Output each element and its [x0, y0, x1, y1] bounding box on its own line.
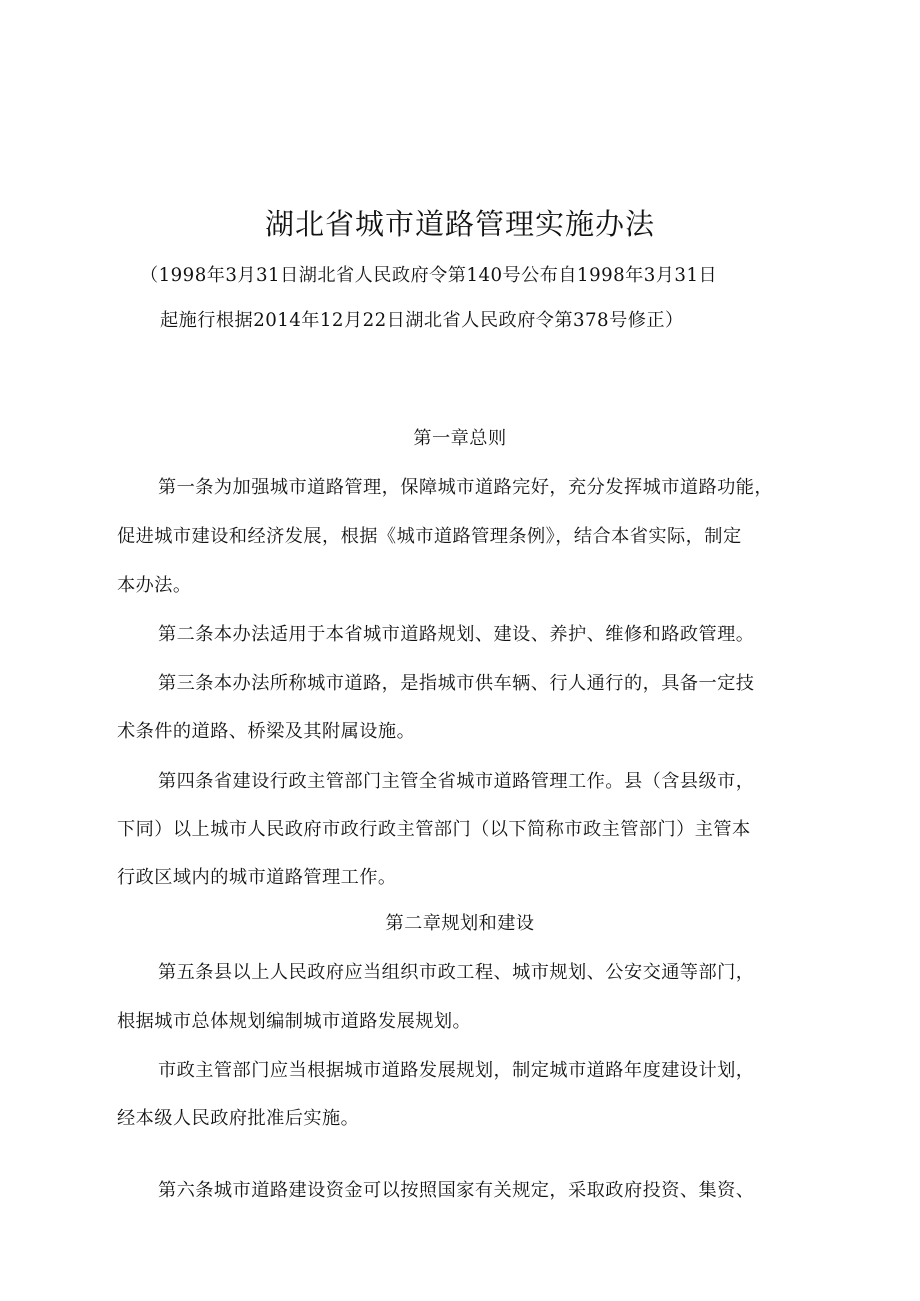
article-5-paragraph-2-line-2: 经本级人民政府批准后实施。 — [117, 1108, 360, 1129]
article-1-line-1: 第一条为加强城市道路管理，保障城市道路完好，充分发挥城市道路功能， — [158, 477, 774, 498]
article-3-line-1: 第三条本办法所称城市道路，是指城市供车辆、行人通行的，具备一定技 — [158, 673, 755, 694]
article-4-line-1: 第四条省建设行政主管部门主管全省城市道路管理工作。县（含县级市， — [158, 771, 755, 792]
article-4-line-3: 行政区域内的城市道路管理工作。 — [117, 867, 397, 888]
article-5-line-2: 根据城市总体规划编制城市道路发展规划。 — [117, 1011, 472, 1032]
article-4-line-2: 下同）以上城市人民政府市政行政主管部门（以下简称市政主管部门）主管本 — [117, 819, 751, 840]
article-1-line-2: 促进城市建设和经济发展，根据《城市道路管理条例》，结合本省实际，制定 — [117, 526, 742, 547]
article-3-line-2: 术条件的道路、桥梁及其附属设施。 — [117, 721, 416, 742]
document-title: 湖北省城市道路管理实施办法 — [264, 207, 655, 241]
article-2: 第二条本办法适用于本省城市道路规划、建设、养护、维修和路政管理。 — [158, 624, 755, 645]
chapter-heading-2: 第二章规划和建设 — [385, 913, 535, 934]
article-6-line-1: 第六条城市道路建设资金可以按照国家有关规定，采取政府投资、集资、 — [158, 1180, 755, 1201]
article-1-line-3: 本办法。 — [117, 575, 192, 596]
subtitle-line-1: （1998年3月31日湖北省人民政府令第140号公布自1998年3月31日 — [140, 265, 718, 286]
article-5-paragraph-2-line-1: 市政主管部门应当根据城市道路发展规划，制定城市道路年度建设计划， — [158, 1060, 755, 1081]
article-5-line-1: 第五条县以上人民政府应当组织市政工程、城市规划、公安交通等部门， — [158, 962, 755, 983]
subtitle-line-2: 起施行根据2014年12月22日湖北省人民政府令第378号修正） — [160, 310, 684, 331]
chapter-heading-1: 第一章总则 — [413, 428, 507, 449]
